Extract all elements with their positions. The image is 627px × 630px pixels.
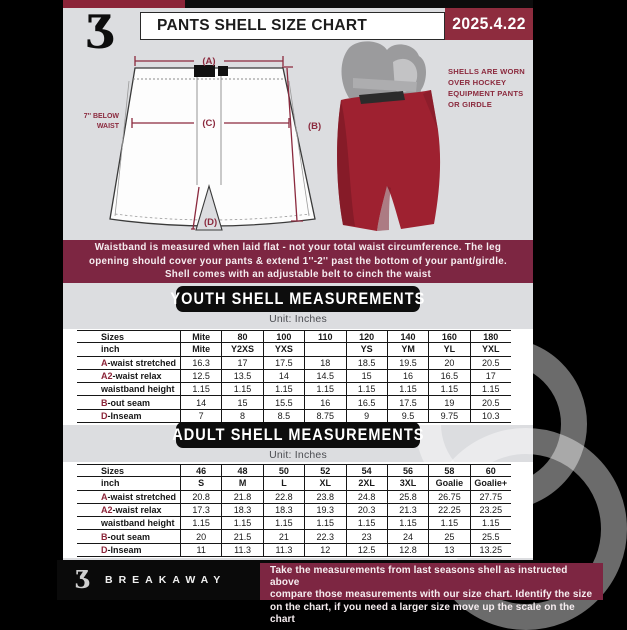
table-row [77, 343, 511, 356]
table-row [77, 464, 511, 477]
table-cell: 7 [180, 410, 221, 422]
top-accent-strip [63, 0, 533, 8]
table-cell: 46 [180, 465, 221, 476]
table-cell: 17.5 [387, 396, 428, 408]
table-cell: 16 [387, 370, 428, 382]
table-cell: Goalie+ [470, 477, 511, 489]
row-label: Sizes [101, 465, 125, 476]
table-cell: 1.15 [387, 517, 428, 529]
table-cell: 11.3 [221, 544, 262, 556]
table-cell: 1.15 [346, 383, 387, 395]
table-cell: 20 [180, 530, 221, 542]
table-cell: 12 [304, 544, 345, 556]
table-cell: 52 [304, 465, 345, 476]
row-label: Sizes [101, 331, 125, 342]
table-cell: 100 [263, 331, 304, 342]
table-cell: 19.3 [304, 504, 345, 516]
row-label: waistband height [101, 384, 175, 395]
table-cell: 20.5 [470, 357, 511, 369]
table-cell: 24 [387, 530, 428, 542]
table-cell: 20.5 [470, 396, 511, 408]
breakaway-logo-icon: Ʒ [85, 5, 117, 59]
table-cell: 1.15 [428, 517, 469, 529]
table-cell: 14.5 [304, 370, 345, 382]
table-cell: 21.8 [221, 491, 262, 503]
table-cell: 3XL [387, 477, 428, 489]
table-cell: 14 [180, 396, 221, 408]
table-cell: 19.5 [387, 357, 428, 369]
table-cell: 50 [263, 465, 304, 476]
adult-measurements-table [77, 464, 511, 557]
table-cell: 18 [304, 357, 345, 369]
table-cell: 17.3 [180, 504, 221, 516]
table-cell: 16.5 [346, 396, 387, 408]
table-cell: 120 [346, 331, 387, 342]
table-cell: 23.25 [470, 504, 511, 516]
table-cell: 23 [346, 530, 387, 542]
table-cell: 21.5 [221, 530, 262, 542]
table-cell: S [180, 477, 221, 489]
table-cell: 20.8 [180, 491, 221, 503]
table-cell: 11 [180, 544, 221, 556]
table-cell: 17.5 [263, 357, 304, 369]
row-label: A2 -waist relax [101, 371, 162, 382]
shorts-measurement-diagram [63, 45, 348, 240]
page-title: PANTS SHELL SIZE CHART [140, 12, 445, 40]
measure-label-d: (D) [204, 217, 218, 228]
table-cell: 8.75 [304, 410, 345, 422]
table-cell: 1.15 [263, 383, 304, 395]
table-cell: 14 [263, 370, 304, 382]
table-cell: 1.15 [221, 517, 262, 529]
table-cell: 20.3 [346, 504, 387, 516]
date-badge: 2025.4.22 [445, 8, 533, 40]
table-cell: 110 [304, 331, 345, 342]
table-row [77, 477, 511, 490]
table-cell: 1.15 [470, 517, 511, 529]
table-cell: 11.3 [263, 544, 304, 556]
table-cell: 9.75 [428, 410, 469, 422]
shells-note: SHELLS ARE WORN OVER HOCKEY EQUIPMENT PANTS OR GIRDLE [448, 67, 525, 109]
table-cell: 1.15 [470, 383, 511, 395]
table-cell: 16.5 [428, 370, 469, 382]
shell-photo [329, 38, 447, 238]
table-row [77, 504, 511, 517]
youth-measurements-table [77, 330, 511, 423]
table-cell: 48 [221, 465, 262, 476]
table-cell: 12.8 [387, 544, 428, 556]
table-cell: 19 [428, 396, 469, 408]
youth-unit-label: Unit: Inches [269, 313, 327, 325]
table-cell: 9 [346, 410, 387, 422]
table-cell: 1.15 [180, 517, 221, 529]
table-row [77, 530, 511, 543]
table-cell: 27.75 [470, 491, 511, 503]
table-cell: 10.3 [470, 410, 511, 422]
table-cell: 18.3 [221, 504, 262, 516]
table-cell: 1.15 [263, 517, 304, 529]
table-cell: 17 [470, 370, 511, 382]
table-cell: 54 [346, 465, 387, 476]
table-cell: 13.5 [221, 370, 262, 382]
table-cell: 2XL [346, 477, 387, 489]
table-cell: 25 [428, 530, 469, 542]
table-row [77, 370, 511, 383]
breakaway-logo-icon: Ʒ [75, 565, 91, 594]
table-cell: 16 [304, 396, 345, 408]
table-cell: 140 [387, 331, 428, 342]
table-cell: 1.15 [428, 383, 469, 395]
row-label: A -waist stretched [101, 491, 177, 502]
table-row [77, 330, 511, 343]
table-cell: 58 [428, 465, 469, 476]
table-cell: Goalie [428, 477, 469, 489]
table-cell: 60 [470, 465, 511, 476]
row-label: A2 -waist relax [101, 505, 162, 516]
measure-label-a: (A) [202, 56, 216, 67]
table-cell: 1.15 [346, 517, 387, 529]
table-cell: 18.3 [263, 504, 304, 516]
table-cell: 56 [387, 465, 428, 476]
table-cell: 12.5 [180, 370, 221, 382]
table-cell: 22.3 [304, 530, 345, 542]
table-row [77, 517, 511, 530]
table-cell: 20 [428, 357, 469, 369]
adult-section-banner: ADULT SHELL MEASUREMENTS [176, 422, 420, 448]
measure-label-b: (B) [308, 121, 322, 132]
table-cell: 22.8 [263, 491, 304, 503]
row-label: D -Inseam [101, 410, 142, 421]
table-cell: 21.3 [387, 504, 428, 516]
table-cell: 25.5 [470, 530, 511, 542]
table-cell: 12.5 [346, 544, 387, 556]
row-label: B -out seam [101, 397, 151, 408]
table-cell: 17 [221, 357, 262, 369]
sizing-instructions: Take the measurements from last seasons shell as instructed above compare those measurements with our size chart. Identify the size on the chart, if you need a larger size move up the scale on the chart [260, 563, 603, 600]
below-waist-note: 7'' BELOW [83, 113, 119, 120]
table-cell: M [221, 477, 262, 489]
row-label: inch [101, 344, 120, 355]
table-row [77, 544, 511, 557]
table-cell: 1.15 [180, 383, 221, 395]
table-cell: 1.15 [387, 383, 428, 395]
table-cell: 25.8 [387, 491, 428, 503]
waistband-instructions: Waistband is measured when laid flat - not your total waist circumference. The leg opening should cover your pants & extend 1''-2'' past the bottom of your pant/girdle. Shell comes with an adjustable belt to cinch the waist [63, 240, 533, 283]
table-cell: 80 [221, 331, 262, 342]
row-label: inch [101, 478, 120, 489]
table-cell: 15 [221, 396, 262, 408]
table-cell: L [263, 477, 304, 489]
table-cell: YS [346, 343, 387, 355]
table-cell: 22.25 [428, 504, 469, 516]
table-cell: 21 [263, 530, 304, 542]
row-label: A -waist stretched [101, 357, 177, 368]
table-cell: Mite [180, 331, 221, 342]
table-cell: 15 [346, 370, 387, 382]
table-cell: 13 [428, 544, 469, 556]
row-label: waistband height [101, 518, 175, 529]
table-cell: 24.8 [346, 491, 387, 503]
table-cell: 1.15 [221, 383, 262, 395]
table-row [77, 396, 511, 409]
table-cell: 26.75 [428, 491, 469, 503]
adult-unit-label: Unit: Inches [269, 449, 327, 461]
brand-name: BREAKAWAY [105, 574, 227, 586]
table-cell: 23.8 [304, 491, 345, 503]
svg-text:WAIST: WAIST [96, 123, 119, 130]
row-label: B -out seam [101, 531, 151, 542]
table-cell: 8 [221, 410, 262, 422]
table-cell: YL [428, 343, 469, 355]
footer-bar [57, 560, 593, 625]
table-cell: 1.15 [304, 383, 345, 395]
table-cell [304, 343, 345, 355]
size-chart-document [63, 0, 593, 625]
table-cell: 13.25 [470, 544, 511, 556]
table-row [77, 383, 511, 396]
table-cell: 15.5 [263, 396, 304, 408]
table-cell: YXL [470, 343, 511, 355]
table-cell: 16.3 [180, 357, 221, 369]
table-cell: XL [304, 477, 345, 489]
table-cell: YM [387, 343, 428, 355]
table-cell: 9.5 [387, 410, 428, 422]
table-row [77, 357, 511, 370]
table-cell: 18.5 [346, 357, 387, 369]
table-row [77, 491, 511, 504]
youth-section-banner: YOUTH SHELL MEASUREMENTS [176, 286, 420, 312]
measure-label-c: (C) [202, 118, 216, 129]
table-cell: 160 [428, 331, 469, 342]
table-cell: Y2XS [221, 343, 262, 355]
row-label: D -Inseam [101, 544, 142, 555]
table-cell: 180 [470, 331, 511, 342]
table-cell: 1.15 [304, 517, 345, 529]
table-cell: YXS [263, 343, 304, 355]
table-cell: 8.5 [263, 410, 304, 422]
table-cell: Mite [180, 343, 221, 355]
